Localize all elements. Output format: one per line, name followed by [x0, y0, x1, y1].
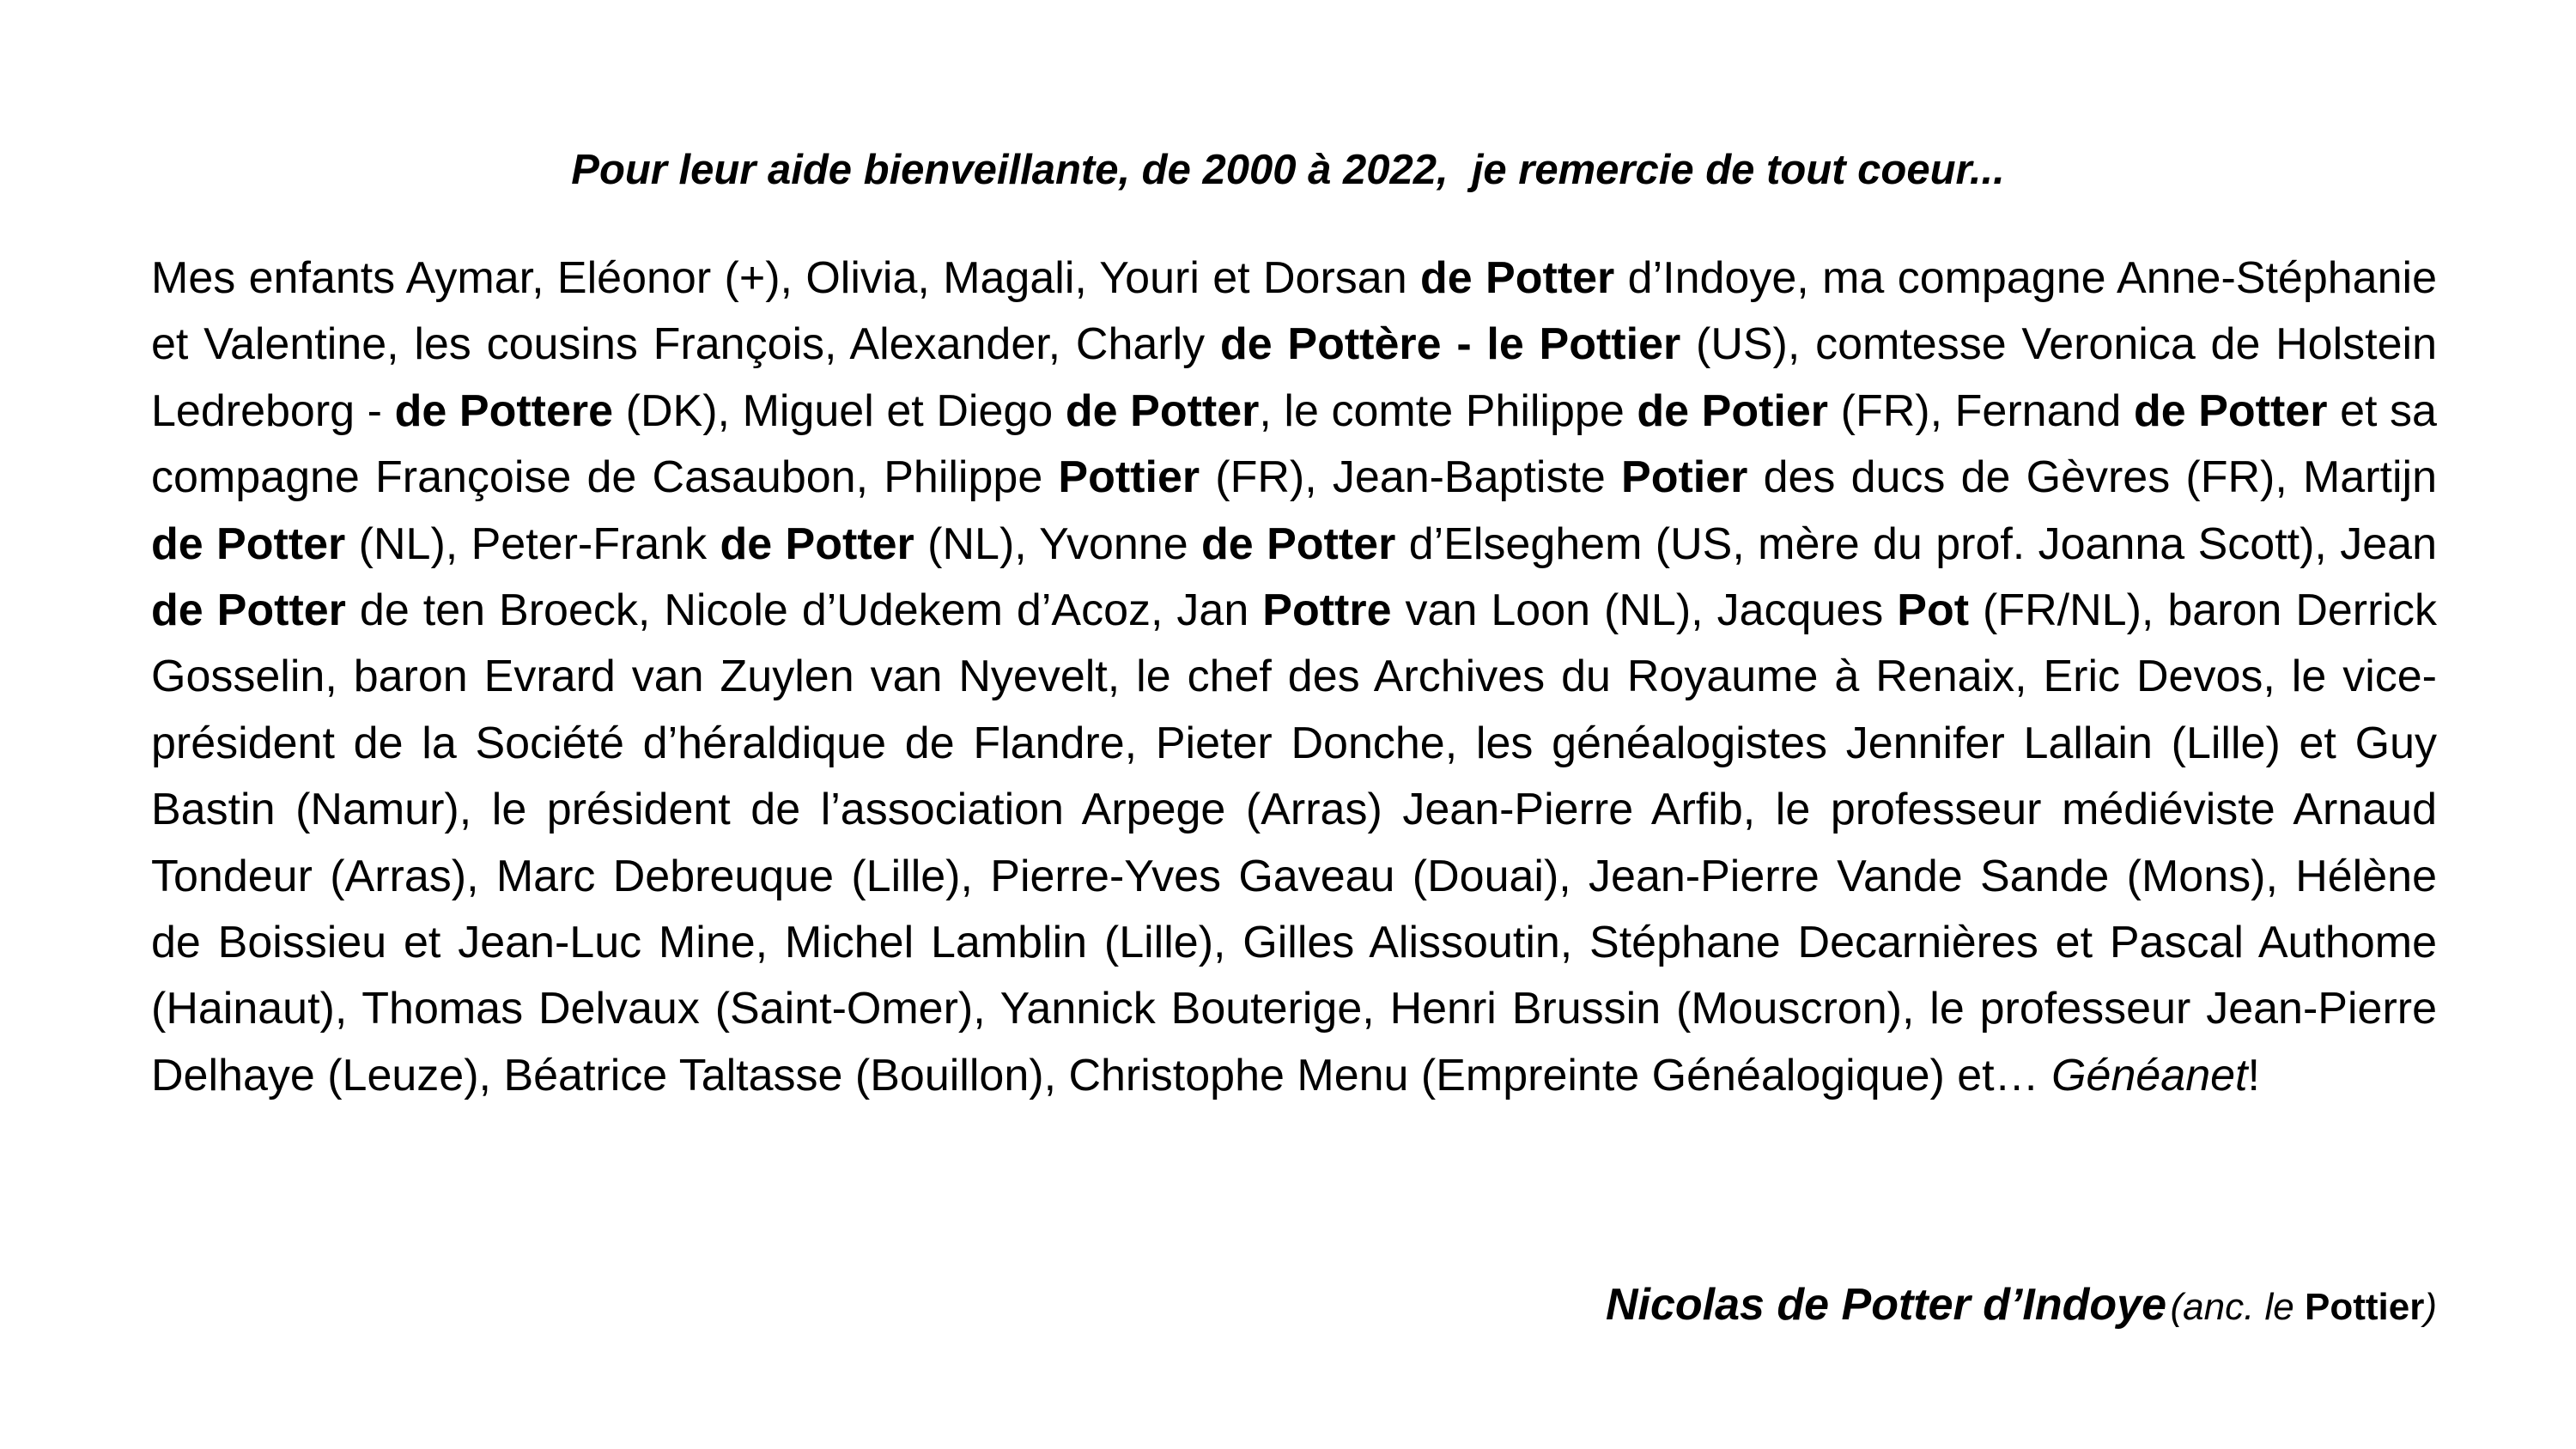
surname-highlight: Pot [1897, 585, 1970, 636]
site-name-italic: Généanet [2051, 1050, 2248, 1100]
signature-note-surname: Pottier [2304, 1286, 2425, 1328]
page-heading: Pour leur aide bienveillante, de 2000 à 2022, je remercie de tout coeur... [571, 147, 2005, 193]
surname-highlight: Pottier [1058, 452, 1200, 503]
surname-highlight: de Potter [1201, 518, 1396, 569]
body-text-segment: (FR), Fernand [1828, 385, 2134, 436]
body-text-segment: , le comte Philippe [1259, 385, 1637, 436]
signature-line [1606, 1275, 2437, 1346]
body-text-segment: (US), comtesse Veronica de Holstein Ledreborg - [151, 319, 2437, 436]
body-text-segment: (NL), Peter-Frank [345, 518, 720, 569]
signature-name: Nicolas de Potter d’Indoye [1605, 1280, 2167, 1330]
body-text-segment: Mes enfants Aymar, Eléonor (+), Olivia, Magali, Youri et Dorsan [151, 253, 1420, 303]
body-text-segment: (DK), Miguel et Diego [613, 385, 1066, 436]
surname-highlight: de Potter [151, 518, 346, 569]
body-text-segment: d’Elseghem (US, mère du prof. Joanna Scott), Jean [1395, 518, 2437, 569]
body-text-segment: van Loon (NL), Jacques [1391, 585, 1898, 636]
body-text-segment: (FR), Jean-Baptiste [1200, 452, 1622, 503]
surname-highlight: de Potter [151, 585, 346, 636]
surname-highlight: Pottre [1262, 585, 1392, 636]
surname-highlight: Potier [1621, 452, 1748, 503]
surname-highlight: de Potier [1637, 385, 1829, 436]
body-text-segment: des ducs de Gèvres (FR), Martijn [1747, 452, 2437, 503]
surname-highlight: de Potter [2133, 385, 2328, 436]
body-text-segment: ! [2247, 1050, 2260, 1100]
signature-note-prefix: (anc. le [2170, 1286, 2305, 1328]
body-text-segment: de ten Broeck, Nicole d’Udekem d’Acoz, Jan [345, 585, 1263, 636]
surname-highlight: de Potter [1420, 253, 1615, 303]
surname-highlight: de Potter [1065, 385, 1260, 436]
surname-highlight: de Pottere [394, 385, 614, 436]
body-text-segment: (NL), Yvonne [914, 518, 1202, 569]
body-text-segment: (FR/NL), baron Derrick Gosselin, baron Evrard van Zuylen van Nyevelt, le chef des Archives du Royaume à Renaix, Eric Devos, le vice-président de la Société d’héraldique de Flandre, Pieter Donche, les généalogistes Jennifer Lallain (Lille) et Guy Bastin (Namur), le président de l’association Arpege (Arras) Jean-Pierre Arfib, le professeur médiéviste Arnaud Tondeur (Arras), Marc Debreuque (Lille), Pierre-Yves Gaveau (Douai), Jean-Pierre Vande Sande (Mons), Hélène de Boissieu et Jean-Luc Mine, Michel Lamblin (Lille), Gilles Alissoutin, Stéphane Decarnières et Pascal Authome (Hainaut), Thomas Delvaux (Saint-Omer), Yannick Bouterige, Henri Brussin (Mouscron), le professeur Jean-Pierre Delhaye (Leuze), Béatrice Taltasse (Bouillon), Christophe Menu (Empreinte Généalogique) et… [151, 585, 2437, 1100]
body-text-segment: d’Indoye, ma compagne Anne-Stéphanie et Valentine, les cousins François, Alexander, Charly [151, 253, 2437, 370]
signature-note-suffix: ) [2424, 1286, 2437, 1328]
surname-highlight: de Potter [720, 518, 914, 569]
body-text-segment: et sa compagne Françoise de Casaubon, Philippe [151, 385, 2437, 503]
signature-note [2170, 1286, 2437, 1328]
acknowledgements-paragraph [151, 246, 2437, 1109]
surname-highlight: de Pottère - le Pottier [1219, 319, 1681, 370]
